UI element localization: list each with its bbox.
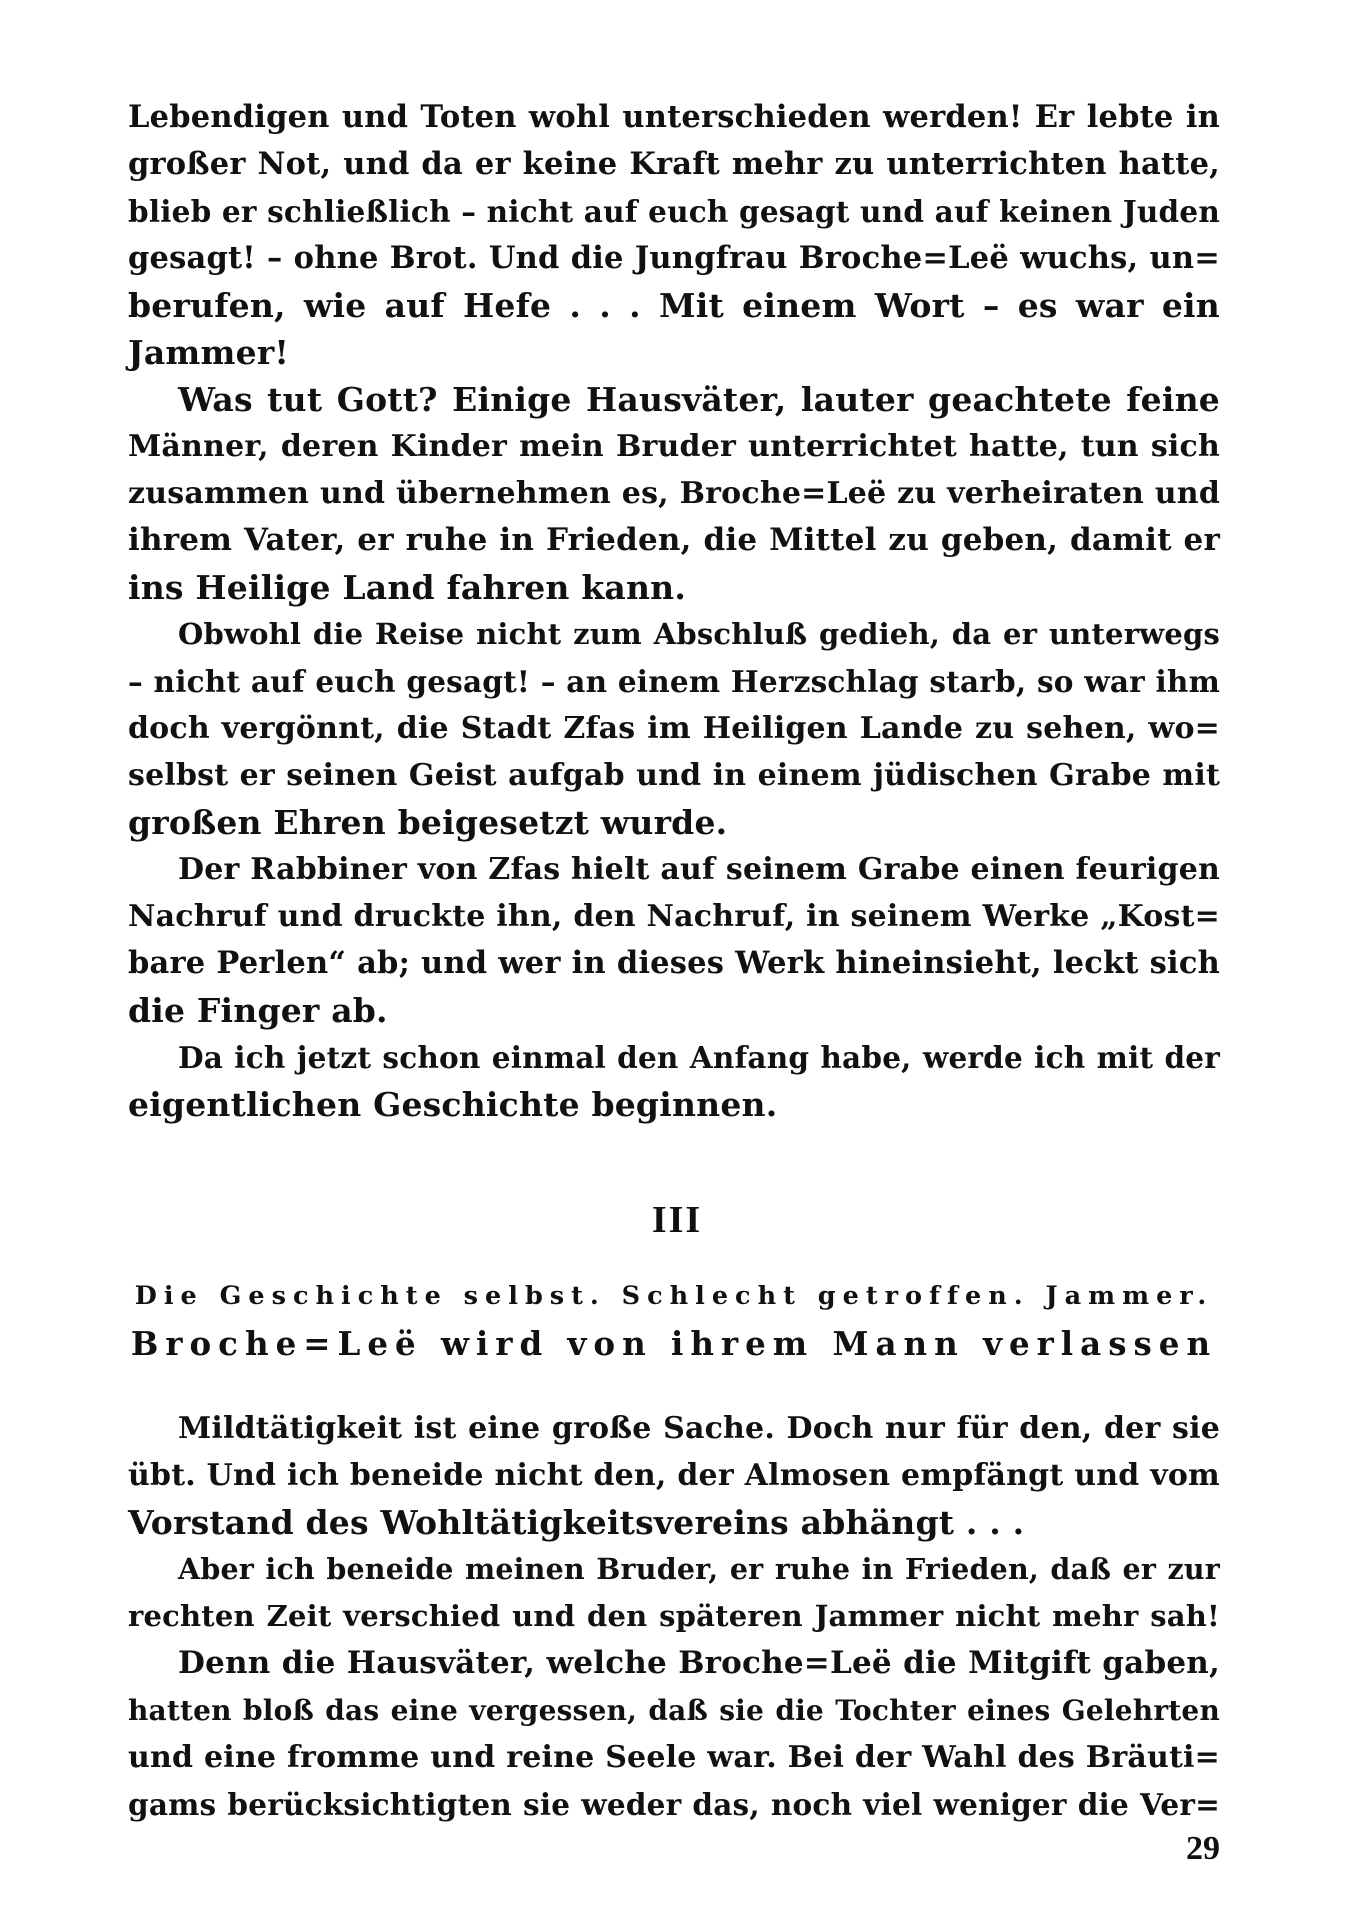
text-line: rechten Zeit verschied und den späteren Jammer nicht mehr sah! bbox=[128, 1599, 1220, 1633]
text-line: berufen, wie auf Hefe . . . Mit einem Wort – es war ein bbox=[128, 286, 1220, 325]
text-line: Obwohl die Reise nicht zum Abschluß gedieh, da er unterwegs bbox=[178, 617, 1220, 651]
page-number: 29 bbox=[1186, 1830, 1220, 1867]
text-line: Vorstand des Wohltätigkeitsvereins abhängt . . . bbox=[128, 1503, 1025, 1542]
text-line: großer Not, und da er keine Kraft mehr zu unterrichten hatte, bbox=[128, 146, 1220, 182]
text-line: doch vergönnt, die Stadt Zfas im Heiligen Lande zu sehen, wo= bbox=[128, 711, 1220, 746]
text-line: ihrem Vater, er ruhe in Frieden, die Mittel zu geben, damit er bbox=[128, 522, 1220, 558]
text-line: blieb er schließlich – nicht auf euch gesagt und auf keinen Juden bbox=[128, 194, 1220, 229]
text-line: Jammer! bbox=[128, 333, 290, 372]
text-line: übt. Und ich beneide nicht den, der Almosen empfängt und vom bbox=[128, 1458, 1220, 1493]
text-line: Lebendigen und Toten wohl unterschieden werden! Er lebte in bbox=[128, 99, 1220, 135]
text-line: Aber ich beneide meinen Bruder, er ruhe in Frieden, daß er zur bbox=[178, 1552, 1220, 1586]
text-line: und eine fromme und reine Seele war. Bei der Wahl des Bräuti= bbox=[128, 1740, 1220, 1775]
section-heading-line-2: Broche=Leë wird von ihrem Mann verlassen bbox=[130, 1324, 1218, 1363]
text-line: die Finger ab. bbox=[128, 991, 388, 1030]
text-line: Männer, deren Kinder mein Bruder unterrichtet hatte, tun sich bbox=[128, 429, 1220, 464]
text-line: gams berücksichtigten sie weder das, noch viel weniger die Ver= bbox=[128, 1787, 1220, 1822]
text-line: ins Heilige Land fahren kann. bbox=[128, 568, 687, 607]
text-line: Denn die Hausväter, welche Broche=Leë die Mitgift gaben, bbox=[178, 1645, 1220, 1681]
section-number: III bbox=[651, 1199, 703, 1241]
text-line: Der Rabbiner von Zfas hielt auf seinem Grabe einen feurigen bbox=[178, 852, 1220, 887]
text-line: großen Ehren beigesetzt wurde. bbox=[128, 803, 728, 842]
section-heading-line-1: Die Geschichte selbst. Schlecht getroffen. Jammer. bbox=[134, 1281, 1214, 1311]
text-line: zusammen und übernehmen es, Broche=Leë zu verheiraten und bbox=[128, 476, 1220, 511]
text-line: Mildtätigkeit ist eine große Sache. Doch nur für den, der sie bbox=[178, 1411, 1220, 1446]
text-line: eigentlichen Geschichte beginnen. bbox=[128, 1085, 778, 1124]
text-line: – nicht auf euch gesagt! – an einem Herzschlag starb, so war ihm bbox=[128, 664, 1220, 699]
text-block-bottom bbox=[128, 1405, 1220, 1828]
text-line: Nachruf und druckte ihn, den Nachruf, in seinem Werke „Kost= bbox=[128, 899, 1220, 934]
section-heading bbox=[128, 1272, 1220, 1368]
text-line: selbst er seinen Geist aufgab und in einem jüdischen Grabe mit bbox=[128, 758, 1220, 793]
text-line: hatten bloß das eine vergessen, daß sie die Tochter eines Gelehrten bbox=[128, 1694, 1220, 1727]
text-line: Da ich jetzt schon einmal den Anfang habe, werde ich mit der bbox=[178, 1040, 1220, 1075]
text-line: Was tut Gott? Einige Hausväter, lauter geachtete feine bbox=[178, 380, 1220, 419]
text-block-top bbox=[128, 94, 1220, 1128]
text-line: bare Perlen“ ab; und wer in dieses Werk hineinsieht, leckt sich bbox=[128, 945, 1220, 981]
text-line: gesagt! – ohne Brot. Und die Jungfrau Broche=Leë wuchs, un= bbox=[128, 240, 1220, 276]
